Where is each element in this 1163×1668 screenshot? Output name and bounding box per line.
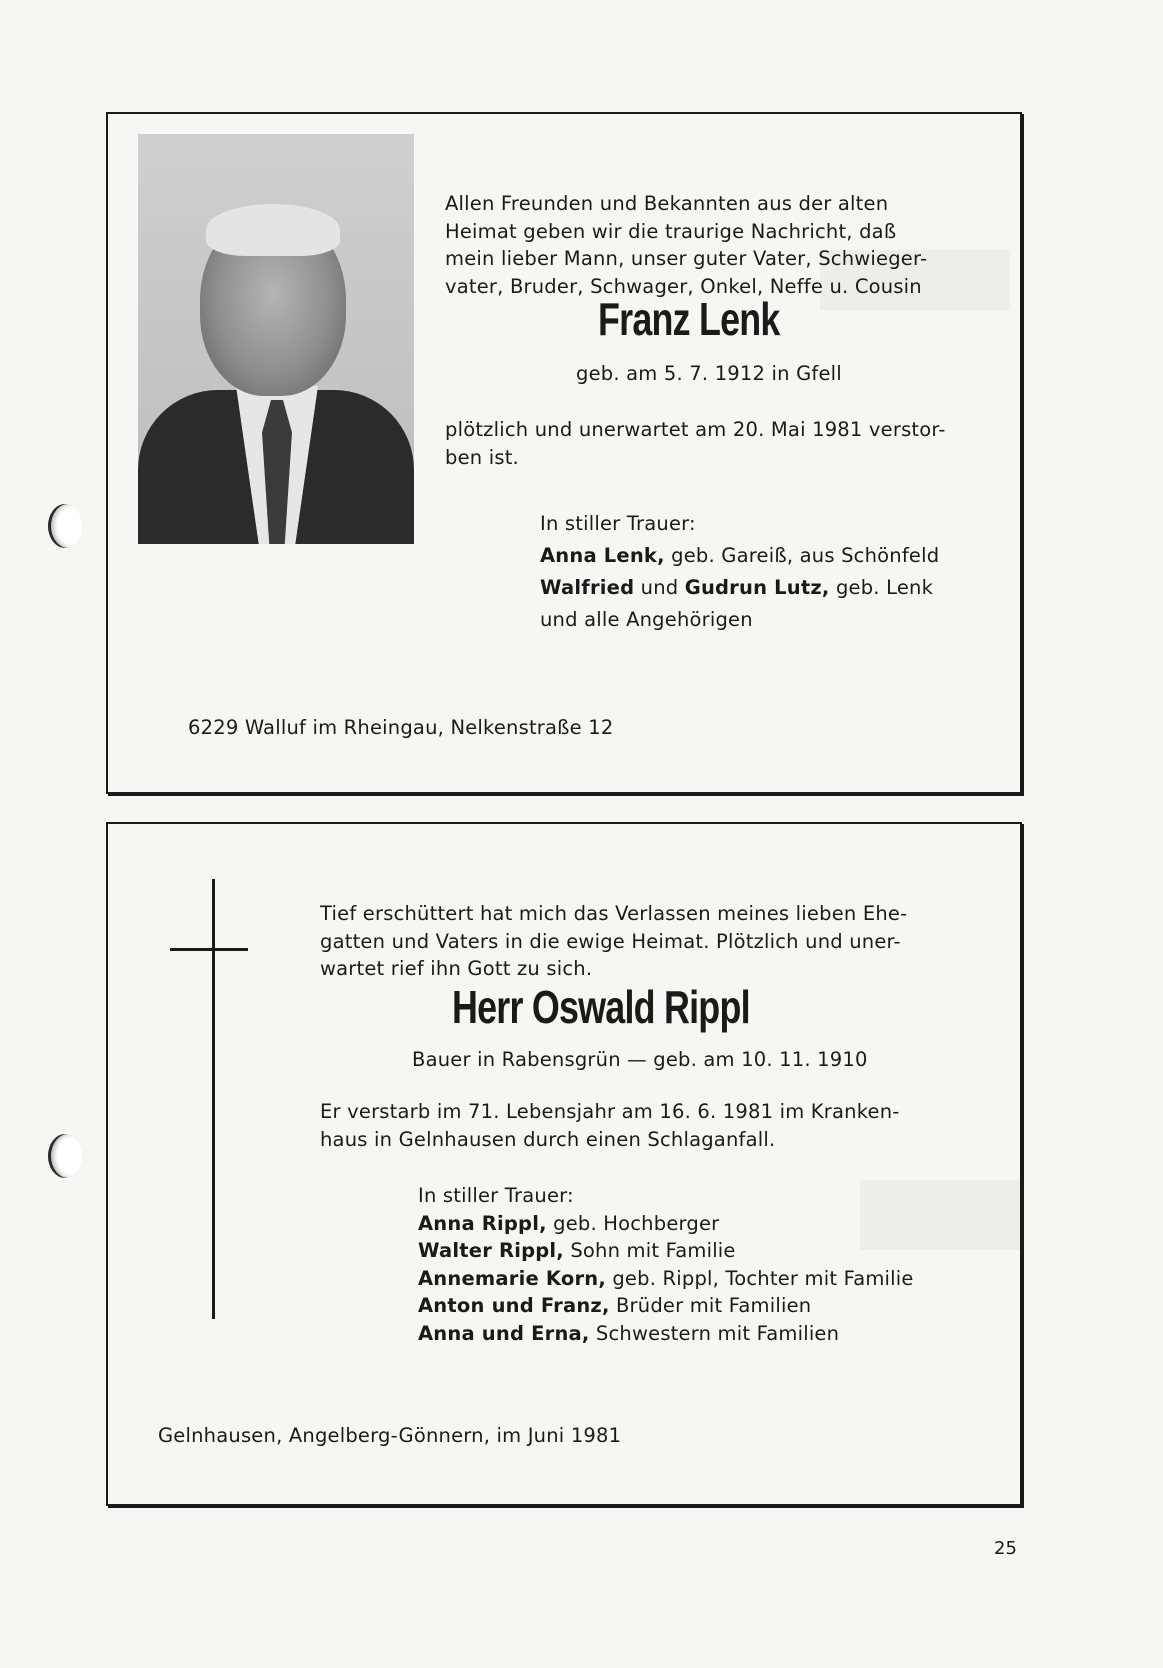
mourner-line: und alle Angehörigen xyxy=(540,608,753,631)
portrait-photo xyxy=(138,134,414,544)
cross-icon-vertical xyxy=(212,879,215,1319)
death-text xyxy=(320,1098,980,1153)
death-line: haus in Gelnhausen durch einen Schlaganfall. xyxy=(320,1127,776,1151)
deceased-name: Franz Lenk xyxy=(598,293,780,345)
mourner-line: Annemarie Korn, geb. Rippl, Tochter mit Familie xyxy=(418,1266,914,1290)
intro-line: Heimat geben wir die traurige Nachricht, daß xyxy=(445,219,897,243)
intro-text xyxy=(320,900,970,983)
mourning-heading: In stiller Trauer: xyxy=(418,1184,574,1207)
subtitle: Bauer in Rabensgrün — geb. am 10. 11. 1910 xyxy=(412,1048,868,1071)
page-number: 25 xyxy=(994,1538,1017,1559)
mourner-line: Anna und Erna, Schwestern mit Familien xyxy=(418,1321,840,1345)
intro-line: gatten und Vaters in die ewige Heimat. Plötzlich und uner- xyxy=(320,929,901,953)
punch-hole-top xyxy=(48,504,82,548)
birth-info: geb. am 5. 7. 1912 in Gfell xyxy=(576,362,842,385)
death-line: ben ist. xyxy=(445,445,519,469)
death-line: plötzlich und unerwartet am 20. Mai 1981 verstor- xyxy=(445,418,946,441)
deceased-name: Herr Oswald Rippl xyxy=(452,981,750,1033)
mourning-heading: In stiller Trauer: xyxy=(540,512,696,535)
address: 6229 Walluf im Rheingau, Nelkenstraße 12 xyxy=(188,716,614,739)
mourner-line: Walfried und Gudrun Lutz, geb. Lenk xyxy=(540,576,934,599)
mourner-line: Anna Rippl, geb. Hochberger xyxy=(418,1211,720,1235)
obituary-notice-oswald-rippl xyxy=(106,822,1022,1506)
mourner-line: Walter Rippl, Sohn mit Familie xyxy=(418,1239,736,1262)
mourner-line: Anton und Franz, Brüder mit Familien xyxy=(418,1294,812,1317)
obituary-notice-franz-lenk xyxy=(106,112,1022,794)
mourners-block xyxy=(540,508,1020,636)
place-date: Gelnhausen, Angelberg-Gönnern, im Juni 1981 xyxy=(158,1424,622,1447)
death-text xyxy=(445,416,985,471)
intro-line: wartet rief ihn Gott zu sich. xyxy=(320,957,593,980)
intro-text xyxy=(445,190,975,300)
photo-hair xyxy=(206,204,340,256)
cross-icon-horizontal xyxy=(170,948,248,951)
intro-line: Tief erschüttert hat mich das Verlassen meines lieben Ehe- xyxy=(320,902,908,925)
intro-line: mein lieber Mann, unser guter Vater, Schwieger- xyxy=(445,247,928,270)
punch-hole-bottom xyxy=(48,1134,82,1178)
intro-line: vater, Bruder, Schwager, Onkel, Neffe u. Cousin xyxy=(445,274,922,298)
death-line: Er verstarb im 71. Lebensjahr am 16. 6. 1981 im Kranken- xyxy=(320,1100,900,1123)
mourners-block xyxy=(418,1182,978,1347)
mourner-line: Anna Lenk, geb. Gareiß, aus Schönfeld xyxy=(540,544,940,567)
intro-line: Allen Freunden und Bekannten aus der alten xyxy=(445,192,889,215)
